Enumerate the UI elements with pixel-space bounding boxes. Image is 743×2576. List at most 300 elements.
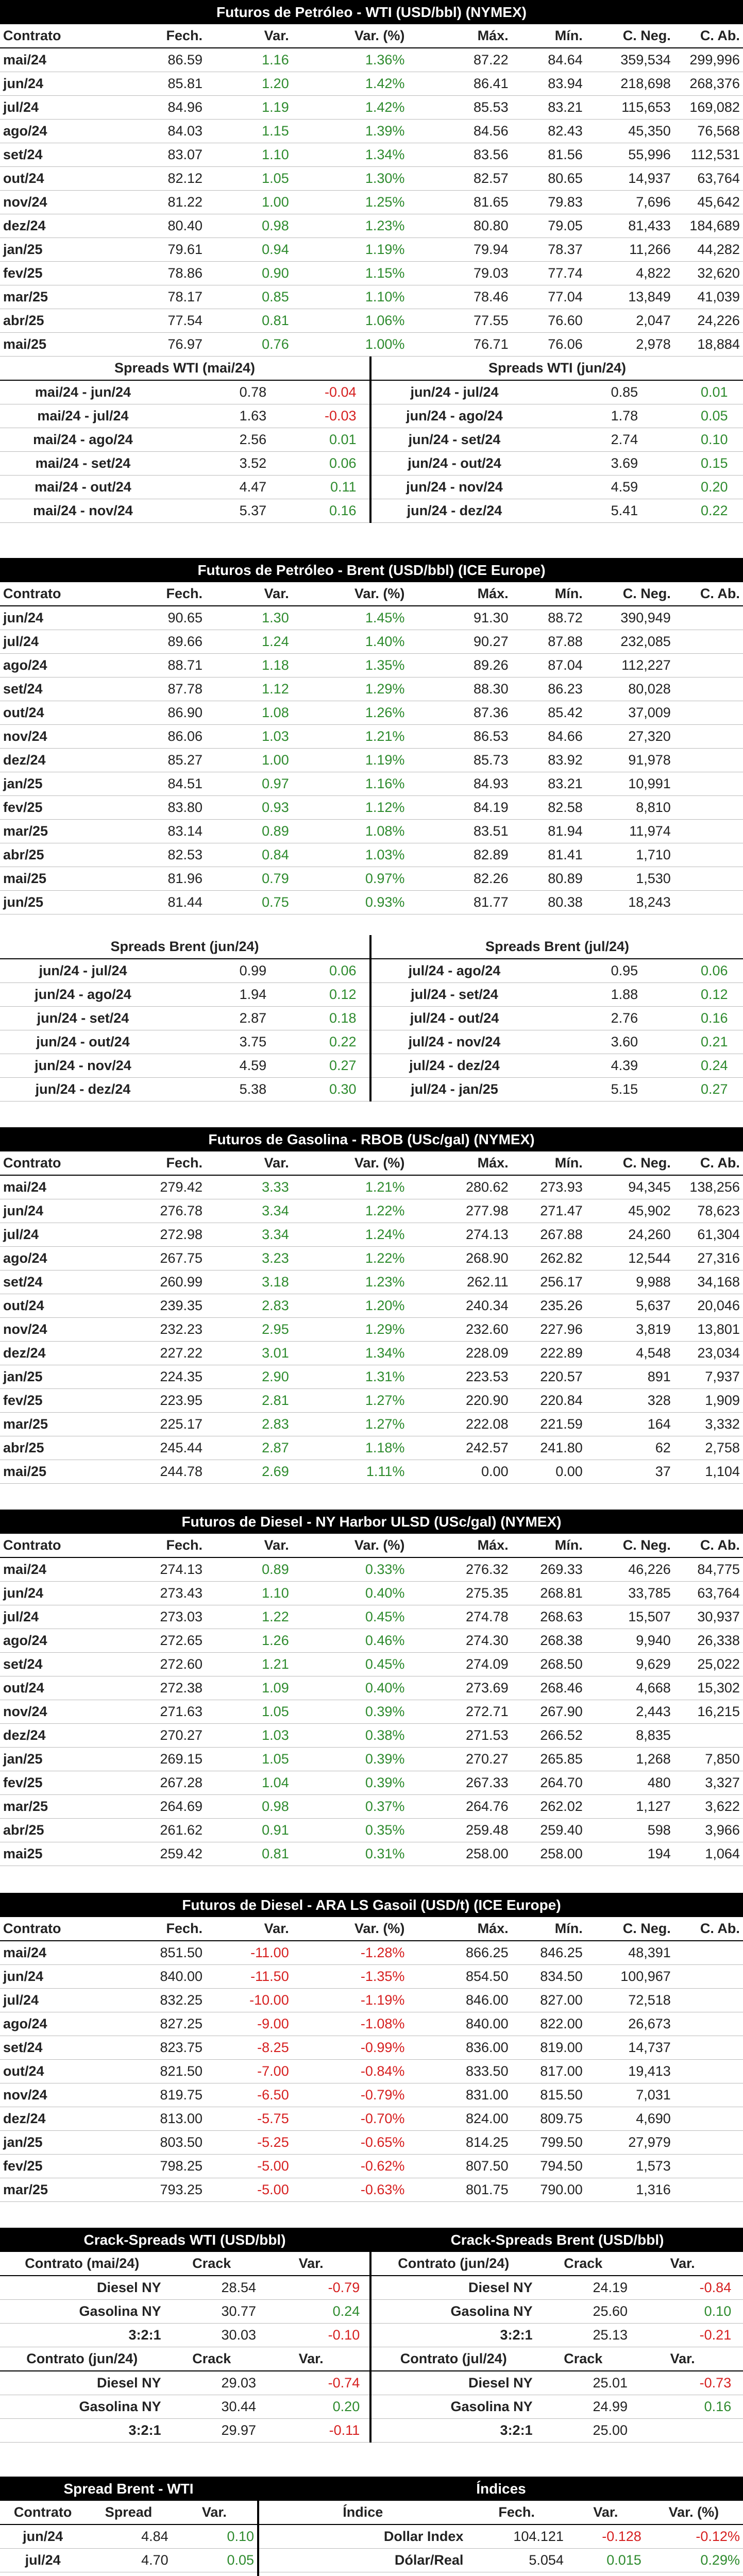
- wti-cell: 83.21: [548, 99, 583, 115]
- brent-spread-cell: 2.87: [239, 1010, 267, 1026]
- brent-cell: [674, 891, 743, 914]
- brent-spread-row: [372, 1030, 743, 1054]
- wti-spreads-title: Spreads WTI (mai/24): [0, 357, 369, 381]
- wti-spread-cell: jun/24 - ago/24: [406, 408, 503, 423]
- gasolina-cell: 272.98: [160, 1227, 203, 1242]
- brent-cell: ago/24: [3, 657, 47, 673]
- gasolina-cell: ago/24: [3, 1250, 47, 1266]
- indices-col-header: Var. (%): [668, 2504, 719, 2520]
- crack-header-row: [0, 2347, 369, 2371]
- brent-cell: 81.41: [548, 847, 583, 862]
- brent-cell: 80.38: [548, 894, 583, 910]
- brent-cell: 0.75: [262, 894, 289, 910]
- wti-spread-row: [372, 381, 743, 404]
- crack-cell: [631, 2419, 734, 2442]
- diesel_ara-cell: 100,967: [620, 1969, 671, 1984]
- brent-cell: 390,949: [620, 610, 671, 625]
- brent-cell: 1.12%: [365, 800, 405, 815]
- wti-col-header: Mín.: [554, 28, 583, 43]
- diesel_ara-cell: -1.08%: [360, 2016, 405, 2031]
- diesel_ara-row: [0, 2012, 743, 2036]
- gasolina-cell: 3.34: [262, 1203, 289, 1218]
- diesel_ara-cell: [674, 2131, 743, 2154]
- diesel_ara-col-header: Contrato: [3, 1921, 61, 1936]
- crack-cell: 25.60: [593, 2303, 628, 2319]
- gasolina-cell: 37: [655, 1464, 671, 1479]
- wti-cell: mai/24: [3, 52, 47, 67]
- brent-spread-row: [0, 1078, 369, 1101]
- wti-cell: 7,696: [636, 194, 671, 210]
- gasolina-cell: 239.35: [160, 1298, 203, 1313]
- wti-row: [0, 238, 743, 262]
- wti-cell: 1.15: [262, 123, 289, 139]
- brent-cell: 83.14: [167, 823, 203, 839]
- gasolina-cell: mai/24: [3, 1179, 47, 1195]
- gasolina-cell: 1.20%: [365, 1298, 405, 1313]
- brent-cell: 90.65: [167, 610, 203, 625]
- wti-spread-cell: mai/24 - out/24: [35, 479, 131, 495]
- brent-cell: 1.26%: [365, 705, 405, 720]
- brent-cell: [674, 772, 743, 795]
- wti-spread-cell: 3.52: [239, 455, 267, 471]
- diesel_ny-cell: 269.15: [160, 1751, 203, 1767]
- spread_bw-cell: 4.84: [141, 2529, 168, 2544]
- wti-cell: 0.98: [262, 218, 289, 233]
- gasolina-cell: 1.27%: [365, 1416, 405, 1432]
- brent-spread-cell: 3.60: [611, 1034, 638, 1049]
- wti-cell: 41,039: [697, 289, 740, 304]
- crack-cell: 30.03: [221, 2327, 257, 2343]
- brent-row: [0, 749, 743, 772]
- diesel_ny-cell: 1.03: [262, 1727, 289, 1743]
- wti-cell: 1.06%: [365, 313, 405, 328]
- diesel_ara-cell: [674, 2178, 743, 2201]
- brent-cell: [674, 843, 743, 867]
- diesel_ny-cell: 2,443: [636, 1704, 671, 1719]
- diesel_ara-cell: 819.75: [160, 2087, 203, 2103]
- brent-spread-row: [0, 983, 369, 1007]
- brent-cell: 1.19%: [365, 752, 405, 768]
- brent-cell: 85.27: [167, 752, 203, 768]
- crack-title: Crack-Spreads Brent (USD/bbl): [372, 2228, 743, 2252]
- diesel_ny-row: [0, 1748, 743, 1771]
- diesel_ny-col-header: Var.: [264, 1537, 289, 1553]
- wti-cell: 86.41: [474, 76, 509, 91]
- wti-spread-cell: jun/24 - set/24: [408, 432, 501, 447]
- diesel_ara-cell: -0.99%: [360, 2040, 405, 2055]
- crack-cell: Diesel NY: [468, 2375, 533, 2391]
- diesel_ny-cell: 1,268: [636, 1751, 671, 1767]
- brent-spread-cell: jun/24 - ago/24: [35, 987, 131, 1002]
- diesel_ara-cell: fev/25: [3, 2158, 43, 2174]
- brent-cell: 1.00: [262, 752, 289, 768]
- wti-spread-cell: 4.47: [239, 479, 267, 495]
- diesel_ara-cell: -0.84%: [360, 2063, 405, 2079]
- gasolina-col-header: Var.: [264, 1155, 289, 1171]
- diesel_ara-cell: 815.50: [540, 2087, 583, 2103]
- gasolina-row: [0, 1294, 743, 1318]
- crack-col-label: Crack: [192, 2351, 231, 2366]
- diesel_ny-row: [0, 1653, 743, 1676]
- crack-cell: -0.11: [329, 2422, 360, 2438]
- diesel_ny-cell: 274.78: [466, 1609, 509, 1624]
- wti-cell: 1.00%: [365, 336, 405, 352]
- brent-spreads: [0, 935, 743, 1101]
- brent-cell: 82.53: [167, 847, 203, 862]
- wti-spread-cell: 0.11: [330, 479, 357, 495]
- diesel_ny-row: [0, 1558, 743, 1582]
- wti-cell: 1.00: [262, 194, 289, 210]
- crack-cell: -0.10: [328, 2327, 360, 2343]
- wti-cell: 184,689: [689, 218, 740, 233]
- crack-cell: 0.10: [704, 2303, 732, 2319]
- brent-cell: 1.30: [262, 610, 289, 625]
- gasolina-cell: 276.78: [160, 1203, 203, 1218]
- diesel_ny-cell: 3,327: [705, 1775, 740, 1790]
- gasolina-cell: 279.42: [160, 1179, 203, 1195]
- gasolina-cell: 277.98: [466, 1203, 509, 1218]
- brent-cell: 87.88: [548, 634, 583, 649]
- wti-row: [0, 262, 743, 285]
- brent-spread-cell: jul/24 - out/24: [410, 1010, 499, 1026]
- crack-right: [372, 2228, 743, 2443]
- wti-spread-row: [372, 476, 743, 499]
- spread_bw-header-row: [0, 2501, 257, 2525]
- brent-cell: [674, 677, 743, 701]
- spread_bw-cell: [86, 2572, 171, 2576]
- wti-cell: 77.54: [167, 313, 203, 328]
- indices-col-header: Índice: [343, 2504, 383, 2520]
- brent-cell: 89.26: [474, 657, 509, 673]
- wti-row: [0, 214, 743, 238]
- diesel_ara-cell: dez/24: [3, 2111, 46, 2126]
- wti-cell: 84.03: [167, 123, 203, 139]
- diesel_ny-cell: 33,785: [628, 1585, 671, 1601]
- wti-cell: 44,282: [697, 242, 740, 257]
- diesel_ara-title: Futuros de Diesel - ARA LS Gasoil (USD/t) (ICE Europe): [0, 1893, 743, 1917]
- gasolina-row: [0, 1199, 743, 1223]
- brent-spreads-title: Spreads Brent (jul/24): [372, 935, 743, 959]
- wti-spread-cell: 0.16: [329, 503, 357, 518]
- crack-cell: 3:2:1: [500, 2422, 533, 2438]
- indices-cell: -0.128: [602, 2529, 641, 2544]
- diesel_ny-cell: 274.13: [160, 1562, 203, 1577]
- gasolina-cell: 271.47: [540, 1203, 583, 1218]
- gasolina-cell: 3.23: [262, 1250, 289, 1266]
- brent-cell: jun/24: [3, 610, 44, 625]
- diesel_ara-cell: -0.65%: [360, 2134, 405, 2150]
- brent-cell: [674, 749, 743, 772]
- wti-cell: 14,937: [628, 171, 671, 186]
- wti-cell: 4,822: [636, 265, 671, 281]
- brent-spread-cell: 3.75: [239, 1034, 267, 1049]
- brent-row: [0, 843, 743, 867]
- diesel_ny-cell: 30,937: [697, 1609, 740, 1624]
- brent-cell: 91,978: [628, 752, 671, 768]
- diesel_ny-cell: 0.45%: [365, 1609, 405, 1624]
- brent-cell: 85.73: [474, 752, 509, 768]
- crack-row: [0, 2419, 369, 2443]
- gasolina-cell: dez/24: [3, 1345, 46, 1361]
- crack-left: [0, 2228, 372, 2443]
- wti-spread-cell: 0.10: [700, 432, 728, 447]
- brent-col-header: Contrato: [3, 586, 61, 601]
- brent-cell: [674, 630, 743, 653]
- wti-cell: 76.06: [548, 336, 583, 352]
- brent-spread-row: [372, 983, 743, 1007]
- diesel_ny-cell: 0.33%: [365, 1562, 405, 1577]
- diesel_ny-cell: jun/24: [3, 1585, 44, 1601]
- gasolina-cell: 222.89: [540, 1345, 583, 1361]
- gasolina-cell: 1.22%: [365, 1203, 405, 1218]
- wti-spread-cell: jun/24 - jul/24: [410, 384, 499, 400]
- wti-row: [0, 309, 743, 333]
- gasolina-col-header: C. Ab.: [700, 1155, 740, 1171]
- diesel_ara-cell: -5.75: [257, 2111, 289, 2126]
- diesel_ara-cell: [674, 1965, 743, 1988]
- wti-cell: 78.46: [474, 289, 509, 304]
- diesel_ara-cell: 819.00: [540, 2040, 583, 2055]
- gasolina-cell: 1.24%: [365, 1227, 405, 1242]
- diesel_ara-cell: 827.00: [540, 1992, 583, 2008]
- brent-spread-cell: jul/24 - ago/24: [408, 963, 501, 978]
- diesel_ara-cell: 27,979: [628, 2134, 671, 2150]
- wti-row: [0, 96, 743, 120]
- section-gap: [0, 1101, 743, 1127]
- gasolina-row: [0, 1247, 743, 1270]
- diesel_ny-cell: ago/24: [3, 1633, 47, 1648]
- diesel_ny-cell: 3,622: [705, 1799, 740, 1814]
- crack-cell: Diesel NY: [97, 2280, 161, 2295]
- wti-spread-cell: 0.85: [611, 384, 638, 400]
- diesel_ara-cell: 824.00: [466, 2111, 509, 2126]
- brent-cell: 0.93: [262, 800, 289, 815]
- spread_bw-col-header: Contrato: [13, 2504, 72, 2520]
- wti-spread-row: [0, 404, 369, 428]
- diesel_ara-cell: out/24: [3, 2063, 44, 2079]
- diesel_ny-cell: 480: [647, 1775, 671, 1790]
- diesel_ara-cell: [674, 2060, 743, 2083]
- diesel_ny-cell: 258.00: [540, 1846, 583, 1861]
- indices-cell: Dólar/Real: [394, 2552, 464, 2568]
- brent-row: [0, 772, 743, 796]
- diesel_ara-cell: mai/24: [3, 1945, 47, 1960]
- diesel_ny-cell: 15,507: [628, 1609, 671, 1624]
- wti-cell: 1.19%: [365, 242, 405, 257]
- wti-row: [0, 191, 743, 214]
- brent-cell: 82.58: [548, 800, 583, 815]
- gasolina-cell: 224.35: [160, 1369, 203, 1384]
- diesel_ny-cell: 1.26: [262, 1633, 289, 1648]
- brent-spread-cell: jun/24 - jul/24: [39, 963, 127, 978]
- brent-spread-cell: jun/24 - dez/24: [35, 1081, 131, 1097]
- gasolina-col-header: Mín.: [554, 1155, 583, 1171]
- wti-cell: 81,433: [628, 218, 671, 233]
- wti-cell: 1.10: [262, 147, 289, 162]
- wti-spread-row: [372, 404, 743, 428]
- brent-spread-row: [0, 959, 369, 983]
- crack-row: [372, 2419, 743, 2443]
- gasolina-cell: 220.90: [466, 1393, 509, 1408]
- gasolina-cell: 94,345: [628, 1179, 671, 1195]
- wti-spread-cell: mai/24 - jul/24: [37, 408, 129, 423]
- diesel_ny-cell: nov/24: [3, 1704, 47, 1719]
- indices-row: [259, 2549, 743, 2572]
- diesel_ny-row: [0, 1842, 743, 1866]
- gasolina-row: [0, 1436, 743, 1460]
- diesel_ny-cell: jan/25: [3, 1751, 43, 1767]
- gasolina-cell: 24,260: [628, 1227, 671, 1242]
- indices-row: [259, 2525, 743, 2549]
- wti-cell: 79.05: [548, 218, 583, 233]
- diesel_ara-row: [0, 2178, 743, 2202]
- wti-cell: mar/25: [3, 289, 48, 304]
- crack-cell: Gasolina NY: [450, 2303, 533, 2319]
- brent-spread-cell: 0.27: [329, 1058, 357, 1073]
- wti-cell: fev/25: [3, 265, 43, 281]
- gasolina-cell: mai/25: [3, 1464, 47, 1479]
- brent-col-header: Mín.: [554, 586, 583, 601]
- brent-cell: 1.16%: [365, 776, 405, 791]
- wti-cell: 83.07: [167, 147, 203, 162]
- diesel_ny-col-header: Fech.: [166, 1537, 203, 1553]
- wti-cell: 1.10%: [365, 289, 405, 304]
- brent-cell: 81.94: [548, 823, 583, 839]
- diesel_ny-cell: abr/25: [3, 1822, 44, 1838]
- wti-cell: 1.15%: [365, 265, 405, 281]
- wti-cell: 0.90: [262, 265, 289, 281]
- gasolina-row: [0, 1365, 743, 1389]
- gasolina-cell: 62: [655, 1440, 671, 1455]
- gasolina-cell: 260.99: [160, 1274, 203, 1290]
- diesel_ny-cell: 274.30: [466, 1633, 509, 1648]
- brent-cell: 0.79: [262, 871, 289, 886]
- diesel_ny-cell: mar/25: [3, 1799, 48, 1814]
- diesel_ara-row: [0, 2107, 743, 2131]
- wti-col-header: C. Ab.: [700, 28, 740, 43]
- diesel_ara-cell: 807.50: [466, 2158, 509, 2174]
- wti-cell: 83.56: [474, 147, 509, 162]
- crack-var-label: Var.: [670, 2256, 695, 2271]
- wti-cell: 81.56: [548, 147, 583, 162]
- gasolina-cell: 227.96: [540, 1321, 583, 1337]
- brent-cell: nov/24: [3, 728, 47, 744]
- diesel_ny-cell: 1.05: [262, 1704, 289, 1719]
- diesel_ny-cell: 0.39%: [365, 1704, 405, 1719]
- gasolina-cell: 3,332: [705, 1416, 740, 1432]
- brent-spread-cell: 0.12: [329, 987, 357, 1002]
- diesel_ara-row: [0, 2131, 743, 2155]
- wti-row: [0, 167, 743, 191]
- diesel_ara-cell: 840.00: [466, 2016, 509, 2031]
- wti-cell: 81.22: [167, 194, 203, 210]
- diesel_ny-cell: [674, 1724, 743, 1747]
- wti-cell: 76.97: [167, 336, 203, 352]
- gasolina-cell: 273.93: [540, 1179, 583, 1195]
- diesel_ara-cell: 813.00: [160, 2111, 203, 2126]
- wti-spread-cell: 1.78: [611, 408, 638, 423]
- brent-cell: 86.23: [548, 681, 583, 697]
- brent-cell: [674, 701, 743, 724]
- wti-cell: 115,653: [621, 99, 671, 115]
- diesel_ny-cell: 267.28: [160, 1775, 203, 1790]
- crack-cell: 3:2:1: [128, 2327, 161, 2343]
- brent-spreads-title: Spreads Brent (jun/24): [0, 935, 369, 959]
- wti-cell: out/24: [3, 171, 44, 186]
- wti-cell: 79.94: [474, 242, 509, 257]
- wti-cell: 82.12: [167, 171, 203, 186]
- diesel_ara-cell: -10.00: [249, 1992, 289, 2008]
- spread_bw-col-header: Spread: [105, 2504, 153, 2520]
- wti-cell: dez/24: [3, 218, 46, 233]
- wti-cell: 24,226: [697, 313, 740, 328]
- wti-spread-cell: 2.74: [611, 432, 638, 447]
- wti-spreads: [0, 357, 743, 523]
- gasolina-cell: 220.84: [540, 1393, 583, 1408]
- crack-header-row: [372, 2252, 743, 2276]
- diesel_ara-cell: 823.75: [160, 2040, 203, 2055]
- wti-cell: 79.61: [167, 242, 203, 257]
- wti-cell: 87.22: [474, 52, 509, 67]
- diesel_ara-cell: 817.00: [540, 2063, 583, 2079]
- brent-cell: 81.96: [167, 871, 203, 886]
- brent-cell: 27,320: [628, 728, 671, 744]
- section-gap: [0, 1484, 743, 1510]
- wti-cell: 0.94: [262, 242, 289, 257]
- gasolina-cell: 222.08: [466, 1416, 509, 1432]
- indices-row: [259, 2572, 743, 2576]
- diesel_ny-cell: 274.09: [466, 1656, 509, 1672]
- diesel_ara-cell: 851.50: [160, 1945, 203, 1960]
- brent-cell: 89.66: [167, 634, 203, 649]
- gasolina-cell: 225.17: [160, 1416, 203, 1432]
- gasolina-cell: 245.44: [160, 1440, 203, 1455]
- diesel_ny-cell: 264.70: [540, 1775, 583, 1790]
- brent-cell: 88.71: [167, 657, 203, 673]
- brent-header-row: [0, 582, 743, 606]
- gasolina-cell: 2.81: [262, 1393, 289, 1408]
- diesel_ara-cell: -5.25: [257, 2134, 289, 2150]
- gasolina-cell: 223.53: [466, 1369, 509, 1384]
- gasolina-cell: 23,034: [697, 1345, 740, 1361]
- diesel_ara-cell: -7.00: [257, 2063, 289, 2079]
- wti-spread-cell: 0.20: [700, 479, 728, 495]
- wti-cell: 77.55: [474, 313, 509, 328]
- wti-spread-row: [372, 428, 743, 452]
- brent-cell: 1.08%: [365, 823, 405, 839]
- wti-cell: 84.96: [167, 99, 203, 115]
- gasolina-cell: 2.69: [262, 1464, 289, 1479]
- diesel_ny-cell: 259.48: [466, 1822, 509, 1838]
- crack-var-label: Var.: [298, 2256, 324, 2271]
- crack-cell: 0.20: [332, 2399, 360, 2414]
- crack-cell: Diesel NY: [468, 2280, 533, 2295]
- brent-cell: 83.80: [167, 800, 203, 815]
- diesel_ara-cell: -5.00: [257, 2158, 289, 2174]
- wti-spread-cell: mai/24 - ago/24: [33, 432, 133, 447]
- wti-cell: 13,849: [628, 289, 671, 304]
- wti-row: [0, 143, 743, 167]
- crack-cell: -0.73: [699, 2375, 732, 2391]
- brent-spreads-left: [0, 935, 372, 1101]
- wti-cell: mai/25: [3, 336, 47, 352]
- brent-spread-cell: jun/24 - out/24: [36, 1034, 130, 1049]
- gasolina-cell: 5,637: [636, 1298, 671, 1313]
- diesel_ny-cell: 0.39%: [365, 1751, 405, 1767]
- brent-cell: 18,243: [628, 894, 671, 910]
- diesel_ny-cell: mai/24: [3, 1562, 47, 1577]
- wti-cell: 11,266: [629, 242, 671, 257]
